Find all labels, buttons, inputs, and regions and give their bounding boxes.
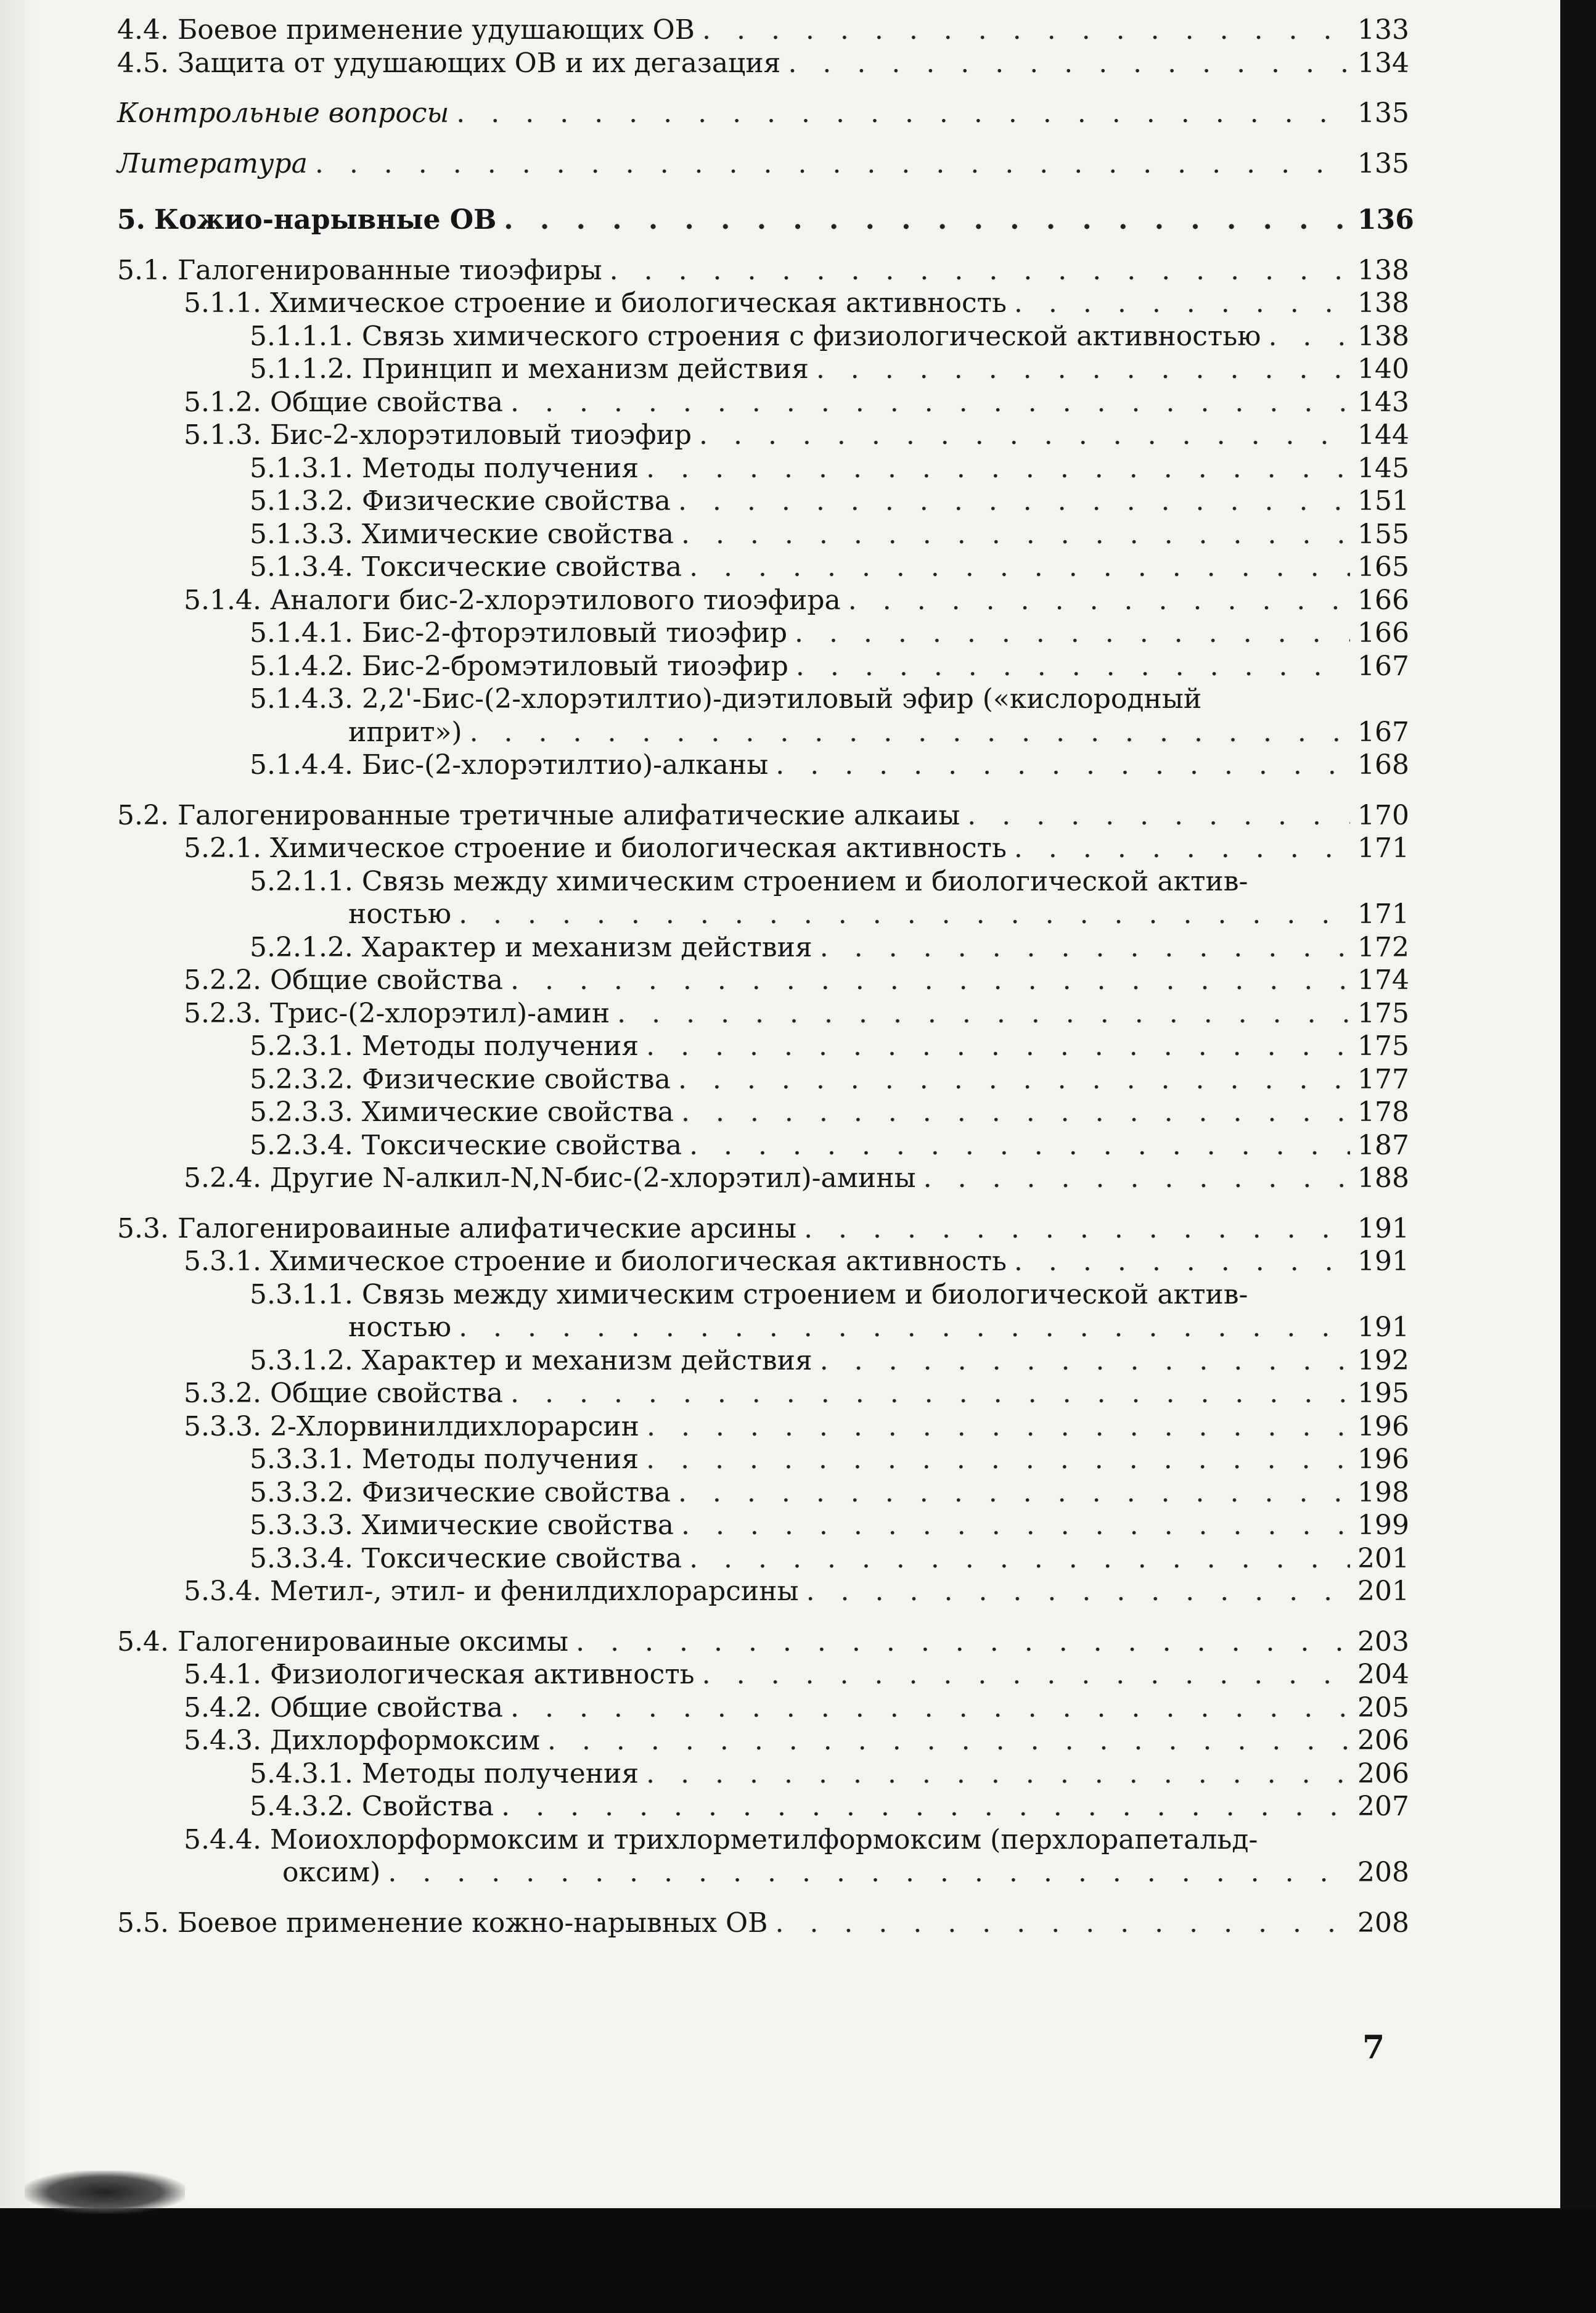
dot-leader bbox=[315, 147, 1350, 181]
toc-entry bbox=[117, 799, 1409, 832]
toc-entry-title: Метил-, этил- и фенилдихлорарсины bbox=[269, 1576, 799, 1607]
toc-entry-title: Химические свойства bbox=[361, 1510, 674, 1541]
toc-entry-title: Галогенироваиные оксимы bbox=[177, 1625, 569, 1658]
toc-entry bbox=[117, 1476, 1409, 1510]
toc-entry-number: 5.3.1. bbox=[184, 1246, 261, 1277]
toc-entry-number: 5. bbox=[117, 204, 145, 236]
toc-entry-number: 5.1.3.2. bbox=[250, 485, 353, 517]
toc-entry bbox=[117, 1907, 1409, 1940]
toc-entry-page: 170 bbox=[1357, 799, 1409, 831]
toc-entry-number: 4.4. bbox=[117, 14, 169, 46]
toc-entry-number: 5.4.2. bbox=[184, 1691, 261, 1723]
toc-entry-page: 135 bbox=[1357, 97, 1409, 129]
toc-entry-page: 191 bbox=[1357, 1312, 1409, 1343]
toc-entry-page: 166 bbox=[1357, 617, 1409, 649]
dot-leader bbox=[702, 1658, 1350, 1691]
dot-leader bbox=[510, 1377, 1350, 1410]
toc-entry-page: 191 bbox=[1357, 1246, 1409, 1277]
toc-entry-page: 135 bbox=[1357, 147, 1409, 179]
toc-entry bbox=[117, 287, 1409, 320]
toc-entry bbox=[117, 1129, 1409, 1162]
toc-entry-page: 195 bbox=[1357, 1378, 1409, 1409]
toc-entry-title-continuation: иприт») bbox=[348, 716, 462, 748]
toc-entry-number: 5.2.2. bbox=[184, 964, 261, 996]
toc-entry-number: 5.3. bbox=[117, 1212, 169, 1244]
toc-entry-page: 167 bbox=[1357, 650, 1409, 682]
toc-entry-number: 5.2.3.1. bbox=[250, 1030, 353, 1062]
toc-entry bbox=[117, 1063, 1409, 1096]
dot-leader bbox=[681, 1096, 1350, 1129]
toc-entry-number: 5.1.3.3. bbox=[250, 518, 353, 550]
toc-entry-title: Химическое строение и биологическая активность bbox=[269, 287, 1007, 319]
toc-entry bbox=[117, 203, 1414, 237]
toc-entry-number: 5.5. bbox=[117, 1907, 169, 1939]
toc-entry-number: 5.1.1. bbox=[184, 287, 261, 319]
toc-entry-page: 138 bbox=[1357, 320, 1409, 352]
dot-leader bbox=[547, 1724, 1350, 1757]
dot-leader bbox=[456, 97, 1350, 130]
toc-entry bbox=[117, 1443, 1409, 1476]
toc-entry-page: 140 bbox=[1357, 353, 1409, 385]
toc-entry-page: 175 bbox=[1357, 1030, 1409, 1062]
toc-entry-page: 168 bbox=[1357, 749, 1409, 781]
toc-entry-title: Защита от удушающих ОВ и их дегазация bbox=[177, 47, 781, 79]
toc-entry-title: Связь между химическим строением и биологической актив- bbox=[361, 865, 1248, 897]
dot-leader bbox=[1014, 1245, 1350, 1278]
toc-entry bbox=[117, 1344, 1409, 1378]
toc-entry-title: Контрольные вопросы bbox=[117, 97, 449, 129]
toc-entry-page: 145 bbox=[1357, 452, 1409, 484]
toc-entry-page: 178 bbox=[1357, 1096, 1409, 1128]
toc-entry-number: 5.1.4.1. bbox=[250, 617, 353, 649]
toc-entry-title: Токсические свойства bbox=[361, 1129, 682, 1161]
dot-leader bbox=[501, 1790, 1350, 1823]
toc-entry-number: 5.2.3.2. bbox=[250, 1063, 353, 1095]
toc-entry-title: Токсические свойства bbox=[361, 1542, 682, 1574]
toc-entry bbox=[117, 485, 1409, 518]
toc-entry-page: 205 bbox=[1357, 1691, 1409, 1723]
toc-entry-number: 5.4. bbox=[117, 1625, 169, 1658]
toc-entry-number: 5.2.1.1. bbox=[250, 865, 353, 897]
dot-leader bbox=[689, 1542, 1350, 1576]
toc-entry-page: 198 bbox=[1357, 1476, 1409, 1508]
toc-entry-number: 5.1.4.4. bbox=[250, 749, 353, 781]
toc-entry-page: 191 bbox=[1357, 1212, 1409, 1244]
toc-entry-number: 5.1.1.1. bbox=[250, 320, 353, 352]
toc-entry-title: Бис-2-хлорэтиловый тиоэфир bbox=[269, 419, 692, 451]
dot-leader bbox=[820, 1344, 1350, 1378]
toc-entry-page: 201 bbox=[1357, 1542, 1409, 1574]
toc-entry bbox=[117, 683, 1409, 749]
toc-entry-title: Принцип и механизм действия bbox=[361, 353, 809, 385]
toc-entry-title: Галогенированные третичные алифатические алкаиы bbox=[177, 799, 960, 831]
toc-entry-page: 199 bbox=[1357, 1510, 1409, 1541]
toc-entry-number: 5.1.1.2. bbox=[250, 353, 353, 385]
toc-entry-number: 5.3.1.1. bbox=[250, 1278, 353, 1310]
dot-leader bbox=[678, 1476, 1350, 1510]
toc-entry-page: 143 bbox=[1357, 386, 1409, 418]
toc-entry-number: 5.1.3. bbox=[184, 419, 261, 451]
toc-entry-title: Общие свойства bbox=[269, 386, 503, 418]
toc-entry bbox=[117, 1410, 1409, 1444]
dot-leader bbox=[775, 749, 1350, 782]
toc-entry-number: 5.1.4. bbox=[184, 584, 261, 616]
dot-leader bbox=[1268, 320, 1350, 353]
toc-entry-page: 187 bbox=[1357, 1129, 1409, 1161]
toc-entry-page: 155 bbox=[1357, 518, 1409, 550]
toc-entry-page: 171 bbox=[1357, 832, 1409, 864]
toc-entry-title: Методы получения bbox=[361, 1030, 639, 1062]
toc-entry-title: Дихлорформоксим bbox=[269, 1725, 540, 1756]
toc-entry-page: 188 bbox=[1357, 1162, 1409, 1194]
toc-entry bbox=[117, 749, 1409, 782]
toc-entry-title: Методы получения bbox=[361, 452, 639, 484]
toc-entry-number: 5.2. bbox=[117, 799, 169, 831]
toc-entry-number: 5.1.2. bbox=[184, 386, 261, 418]
toc-entry-page: 177 bbox=[1357, 1063, 1409, 1095]
toc-entry bbox=[117, 97, 1409, 130]
toc-entry-number: 5.1.4.3. bbox=[250, 683, 353, 715]
toc-entry-title: Физиологическая активность bbox=[269, 1659, 695, 1690]
toc-entry-page: 138 bbox=[1357, 287, 1409, 319]
toc-entry bbox=[117, 1575, 1409, 1608]
dot-leader bbox=[681, 1509, 1350, 1542]
toc-entry bbox=[117, 997, 1409, 1030]
toc-entry-page: 207 bbox=[1357, 1791, 1409, 1822]
toc-entry bbox=[117, 584, 1409, 617]
toc-entry-title: Общие свойства bbox=[269, 1378, 503, 1409]
dot-leader bbox=[646, 1757, 1350, 1791]
toc-entry-page: 172 bbox=[1357, 931, 1409, 963]
toc-entry-page: 165 bbox=[1357, 551, 1409, 583]
dot-leader bbox=[646, 452, 1350, 485]
dot-leader bbox=[820, 931, 1350, 964]
toc-entry-title: 2,2'-Бис-(2-хлорэтилтио)-диэтиловый эфир («кислородный bbox=[361, 683, 1202, 715]
table-of-contents bbox=[117, 14, 1414, 1939]
toc-entry-page: 208 bbox=[1357, 1857, 1409, 1888]
toc-entry-number: 5.1.4.2. bbox=[250, 650, 353, 682]
scan-bottom-border bbox=[0, 2208, 1596, 2313]
page-number: 7 bbox=[1362, 2029, 1385, 2066]
toc-entry bbox=[117, 386, 1409, 419]
scan-right-border bbox=[1560, 0, 1596, 2313]
toc-entry-number: 5.3.3.3. bbox=[250, 1510, 353, 1541]
toc-entry bbox=[117, 1823, 1409, 1889]
toc-entry-page: 208 bbox=[1357, 1907, 1409, 1939]
toc-entry-title: Литература bbox=[117, 147, 308, 179]
dot-leader bbox=[617, 997, 1350, 1030]
toc-entry-page: 138 bbox=[1357, 254, 1409, 286]
toc-entry bbox=[117, 419, 1409, 452]
toc-entry-number: 5.2.3.3. bbox=[250, 1096, 353, 1128]
toc-entry-title: 2-Хлорвинилдихлорарсин bbox=[269, 1410, 639, 1442]
dot-leader bbox=[689, 1129, 1350, 1162]
dot-leader bbox=[610, 254, 1350, 287]
toc-entry-page: 134 bbox=[1357, 47, 1409, 79]
toc-entry bbox=[117, 1278, 1409, 1344]
dot-leader bbox=[510, 1691, 1350, 1725]
dot-leader bbox=[795, 617, 1350, 650]
toc-entry-page: 151 bbox=[1357, 485, 1409, 517]
toc-entry-title: Физические свойства bbox=[361, 1063, 671, 1095]
toc-entry-page: 201 bbox=[1357, 1576, 1409, 1607]
dot-leader bbox=[504, 203, 1350, 237]
toc-entry bbox=[117, 452, 1409, 485]
toc-entry-title: Химическое строение и биологическая активность bbox=[269, 832, 1007, 864]
toc-entry-title: Боевое применение удушающих ОВ bbox=[177, 14, 695, 46]
dot-leader bbox=[804, 1212, 1350, 1246]
toc-entry-title: Методы получения bbox=[361, 1757, 639, 1789]
toc-entry-number: 5.4.4. bbox=[184, 1823, 261, 1855]
toc-entry-title: Методы получения bbox=[361, 1444, 639, 1475]
toc-entry-page: 136 bbox=[1357, 204, 1414, 236]
toc-entry-page: 175 bbox=[1357, 997, 1409, 1029]
toc-entry-page: 144 bbox=[1357, 419, 1409, 451]
toc-entry-number: 5.2.1. bbox=[184, 832, 261, 864]
toc-entry bbox=[117, 1691, 1409, 1725]
toc-entry-number: 5.1. bbox=[117, 254, 169, 286]
toc-entry-number: 5.4.3. bbox=[184, 1725, 261, 1756]
toc-entry-page: 196 bbox=[1357, 1410, 1409, 1442]
toc-entry-page: 203 bbox=[1357, 1625, 1409, 1658]
toc-entry bbox=[117, 964, 1409, 997]
toc-entry-number: 5.4.3.1. bbox=[250, 1757, 353, 1789]
toc-entry-number: 5.2.1.2. bbox=[250, 931, 353, 963]
toc-entry bbox=[117, 832, 1409, 865]
toc-entry-title: Химические свойства bbox=[361, 518, 674, 550]
toc-entry-number: 5.3.2. bbox=[184, 1378, 261, 1409]
toc-entry bbox=[117, 1724, 1409, 1757]
toc-entry-number: 5.2.4. bbox=[184, 1162, 261, 1194]
toc-entry-number: 5.4.3.2. bbox=[250, 1791, 353, 1822]
toc-entry-number: 5.1.3.1. bbox=[250, 452, 353, 484]
toc-entry-title: Характер и механизм действия bbox=[361, 931, 812, 963]
toc-entry-title: Свойства bbox=[361, 1791, 494, 1822]
dot-leader bbox=[806, 1575, 1350, 1608]
toc-entry-number: 5.4.1. bbox=[184, 1659, 261, 1690]
toc-entry-title: Бис-2-фторэтиловый тиоэфир bbox=[361, 617, 787, 649]
dot-leader bbox=[681, 518, 1350, 551]
toc-entry bbox=[117, 14, 1409, 47]
toc-entry-number: 5.3.3.2. bbox=[250, 1476, 353, 1508]
toc-entry-number: 5.3.4. bbox=[184, 1576, 261, 1607]
toc-entry-title: Боевое применение кожно-нарывных ОВ bbox=[177, 1907, 768, 1939]
toc-entry-title: Моиохлорформоксим и трихлорметилформоксим (перхлорапетальд- bbox=[269, 1823, 1258, 1855]
toc-entry bbox=[117, 1030, 1409, 1063]
toc-entry bbox=[117, 551, 1409, 584]
toc-entry bbox=[117, 1245, 1409, 1278]
toc-entry bbox=[117, 1625, 1409, 1659]
dot-leader bbox=[510, 386, 1350, 419]
toc-entry bbox=[117, 617, 1409, 650]
toc-entry-number: 4.5. bbox=[117, 47, 169, 79]
toc-entry bbox=[117, 320, 1409, 353]
toc-entry-title-continuation: оксим) bbox=[282, 1857, 381, 1888]
toc-entry-title: Химическое строение и биологическая активность bbox=[269, 1246, 1007, 1277]
toc-entry-title: Бис-2-бромэтиловый тиоэфир bbox=[361, 650, 788, 682]
toc-entry-title: Общие свойства bbox=[269, 964, 503, 996]
toc-entry bbox=[117, 1377, 1409, 1410]
dot-leader bbox=[848, 584, 1350, 617]
dot-leader bbox=[459, 898, 1350, 931]
toc-entry-title: Кожио-нарывные ОВ bbox=[153, 204, 497, 236]
scan-left-margin bbox=[0, 0, 37, 2313]
toc-entry-title: Другие N-алкил-N,N-бис-(2-хлорэтил)-амины bbox=[269, 1162, 916, 1194]
toc-entry-title: Галогенироваиные алифатические арсины bbox=[177, 1212, 797, 1244]
toc-entry bbox=[117, 1542, 1409, 1576]
toc-entry bbox=[117, 1509, 1409, 1542]
toc-entry bbox=[117, 518, 1409, 551]
dot-leader bbox=[967, 799, 1350, 832]
dot-leader bbox=[678, 485, 1350, 518]
dot-leader bbox=[1014, 832, 1350, 865]
toc-entry bbox=[117, 1162, 1409, 1195]
toc-entry-number: 5.1.3.4. bbox=[250, 551, 353, 583]
dot-leader bbox=[775, 1907, 1350, 1940]
toc-entry-title: Галогенированные тиоэфиры bbox=[177, 254, 602, 286]
dot-leader bbox=[702, 14, 1350, 47]
toc-entry-title-continuation: ностью bbox=[348, 898, 452, 930]
dot-leader bbox=[1014, 287, 1350, 320]
dot-leader bbox=[678, 1063, 1350, 1096]
toc-entry-title: Общие свойства bbox=[269, 1691, 503, 1723]
toc-entry-page: 206 bbox=[1357, 1757, 1409, 1789]
dot-leader bbox=[699, 419, 1350, 452]
toc-entry-page: 167 bbox=[1357, 716, 1409, 748]
toc-entry-number: 5.3.3.1. bbox=[250, 1444, 353, 1475]
dot-leader bbox=[510, 964, 1350, 997]
dot-leader bbox=[646, 1443, 1350, 1476]
toc-entry-page: 166 bbox=[1357, 584, 1409, 616]
dot-leader bbox=[388, 1856, 1350, 1889]
toc-entry-title: Характер и механизм действия bbox=[361, 1344, 812, 1376]
toc-entry-title: Физические свойства bbox=[361, 1476, 671, 1508]
toc-entry-title: Трис-(2-хлорэтил)-амин bbox=[269, 997, 610, 1029]
toc-entry bbox=[117, 865, 1409, 931]
dot-leader bbox=[816, 353, 1350, 386]
dot-leader bbox=[646, 1030, 1350, 1063]
toc-entry bbox=[117, 931, 1409, 964]
toc-entry-number: 5.3.3.4. bbox=[250, 1542, 353, 1574]
toc-entry-title: Бис-(2-хлорэтилтио)-алканы bbox=[361, 749, 769, 781]
toc-entry bbox=[117, 1096, 1409, 1129]
toc-entry bbox=[117, 1790, 1409, 1823]
toc-entry bbox=[117, 1212, 1409, 1246]
dot-leader bbox=[459, 1311, 1350, 1344]
dot-leader bbox=[647, 1410, 1350, 1444]
toc-entry-number: 5.3.1.2. bbox=[250, 1344, 353, 1376]
scan-smudge bbox=[25, 2171, 185, 2214]
dot-leader bbox=[576, 1625, 1350, 1659]
dot-leader bbox=[689, 551, 1350, 584]
toc-entry-title: Физические свойства bbox=[361, 485, 671, 517]
toc-entry bbox=[117, 650, 1409, 683]
toc-entry-title: Связь между химическим строением и биологической актив- bbox=[361, 1278, 1248, 1310]
toc-entry-number: 5.2.3.4. bbox=[250, 1129, 353, 1161]
dot-leader bbox=[923, 1162, 1350, 1195]
toc-entry-page: 206 bbox=[1357, 1725, 1409, 1756]
toc-entry-title: Связь химического строения с физиологической активностью bbox=[361, 320, 1261, 352]
toc-entry bbox=[117, 47, 1409, 80]
dot-leader bbox=[796, 650, 1350, 683]
toc-entry bbox=[117, 1757, 1409, 1791]
toc-entry bbox=[117, 147, 1409, 181]
toc-entry-number: 5.3.3. bbox=[184, 1410, 261, 1442]
dot-leader bbox=[470, 716, 1350, 749]
toc-entry-page: 174 bbox=[1357, 964, 1409, 996]
toc-entry-page: 204 bbox=[1357, 1659, 1409, 1690]
toc-entry-title: Аналоги бис-2-хлорэтилового тиоэфира bbox=[269, 584, 841, 616]
dot-leader bbox=[788, 47, 1350, 80]
toc-entry-number: 5.2.3. bbox=[184, 997, 261, 1029]
toc-entry-page: 133 bbox=[1357, 14, 1409, 46]
toc-entry-page: 196 bbox=[1357, 1444, 1409, 1475]
toc-entry-title: Токсические свойства bbox=[361, 551, 682, 583]
toc-entry-page: 171 bbox=[1357, 898, 1409, 930]
toc-entry bbox=[117, 254, 1409, 287]
toc-entry bbox=[117, 1658, 1409, 1691]
toc-entry-title-continuation: ностью bbox=[348, 1312, 452, 1343]
toc-entry-title: Химические свойства bbox=[361, 1096, 674, 1128]
toc-entry bbox=[117, 353, 1409, 386]
toc-entry-page: 192 bbox=[1357, 1344, 1409, 1376]
